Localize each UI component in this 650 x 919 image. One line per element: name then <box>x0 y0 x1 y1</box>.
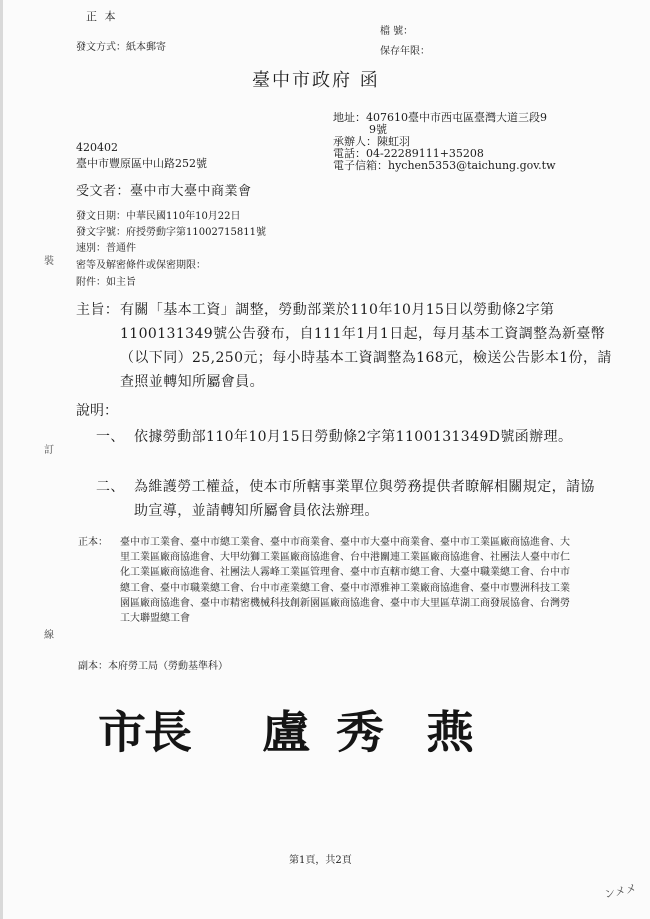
issue-date: 發文日期：中華民國110年10月22日 <box>76 211 241 222</box>
subject-block <box>76 298 616 394</box>
explanation-item <box>96 475 596 523</box>
explanation-item-number: 二、 <box>96 479 125 495</box>
explanation-label: 說明： <box>76 403 118 419</box>
document-title: 臺中市政府 函 <box>252 70 380 91</box>
copy-type: 正 本 <box>86 10 118 23</box>
recipient-address: 臺中市豐原區中山路252號 <box>76 157 207 170</box>
sender-address-line-1: 地址：407610臺中市西屯區臺灣大道三段9 <box>333 111 547 124</box>
mayor-signature-name: 盧 <box>262 706 311 759</box>
mayor-signature-name: 燕 <box>426 706 475 759</box>
binding-mark: 訂 <box>44 445 54 456</box>
retention-period: 保存年限： <box>380 46 430 57</box>
explanation-item <box>96 425 596 449</box>
scan-edge <box>0 0 3 919</box>
recipient-list <box>78 535 578 626</box>
phone-number: 電話：04-22289111+35208 <box>333 147 484 160</box>
explanation-item-text: 為維護勞工權益，使本市所轄事業單位與勞務提供者瞭解相關規定，請協助宣導，並請轉知所屬會員依法辦理。 <box>134 479 595 519</box>
recipient-list-label: 正本： <box>78 537 108 548</box>
archive-number: 檔 號： <box>380 26 414 37</box>
corner-mark: ンメメ <box>603 881 638 902</box>
copy-recipient: 副本：本府勞工局（勞動基準科） <box>78 661 228 672</box>
explanation-item-number: 一、 <box>96 429 125 445</box>
send-method: 發文方式：紙本郵寄 <box>76 42 166 53</box>
binding-mark: 裝 <box>44 256 54 267</box>
subject-label: 主旨： <box>76 302 120 318</box>
delivery-speed: 速別：普通件 <box>76 243 136 254</box>
explanation-item-text: 依據勞動部110年10月15日勞動條2字第1100131349D號函辦理。 <box>134 429 573 445</box>
secrecy-level: 密等及解密條件或保密期限： <box>76 260 206 271</box>
postal-code: 420402 <box>76 141 118 154</box>
email-address: 電子信箱：hychen5353@taichung.gov.tw <box>333 159 556 172</box>
subject-text: 有關「基本工資」調整，勞動部業於110年10月15日以勞動條2字第1100131349號公告發布，自111年1月1日起，每月基本工資調整為新臺幣（以下同）25,250元；每小時基本工資調整為168元，檢送公告影本1份，請查照並轉知所屬會員。 <box>120 302 612 390</box>
binding-mark: 線 <box>44 630 54 641</box>
mayor-signature-title: 市長 <box>98 706 191 759</box>
sender-address-line-2: 9號 <box>369 123 387 136</box>
attachment: 附件：如主旨 <box>76 277 136 288</box>
mayor-signature-name: 秀 <box>336 706 385 759</box>
contact-person: 承辦人：陳虹羽 <box>333 135 410 148</box>
recipient-list-text: 臺中市工業會、臺中市總工業會、臺中市商業會、臺中市大臺中商業會、臺中市工業區廠商協進會、大里工業區廠商協進會、大甲幼獅工業區廠商協進會、台中港關連工業區廠商協進會、社團法人臺中市仁化工業區廠商協進會、社團法人霧峰工業區管理會、臺中市直轄市總工會、大臺中職業總工會、台中市總工會、臺中市職業總工會、台中市產業總工會、臺中市潭雅神工業廠商協進會、臺中市豐洲科技工業園區廠商協進會、臺中市精密機械科技創新園區廠商協進會、臺中市大里區草湖工商發展協會、台灣勞工大聯盟總工會 <box>120 537 570 625</box>
document-number: 發文字號：府授勞動字第11002715811號 <box>76 227 266 238</box>
page-footer: 第1頁，共2頁 <box>289 855 352 866</box>
recipient: 受文者：臺中市大臺中商業會 <box>76 184 252 199</box>
